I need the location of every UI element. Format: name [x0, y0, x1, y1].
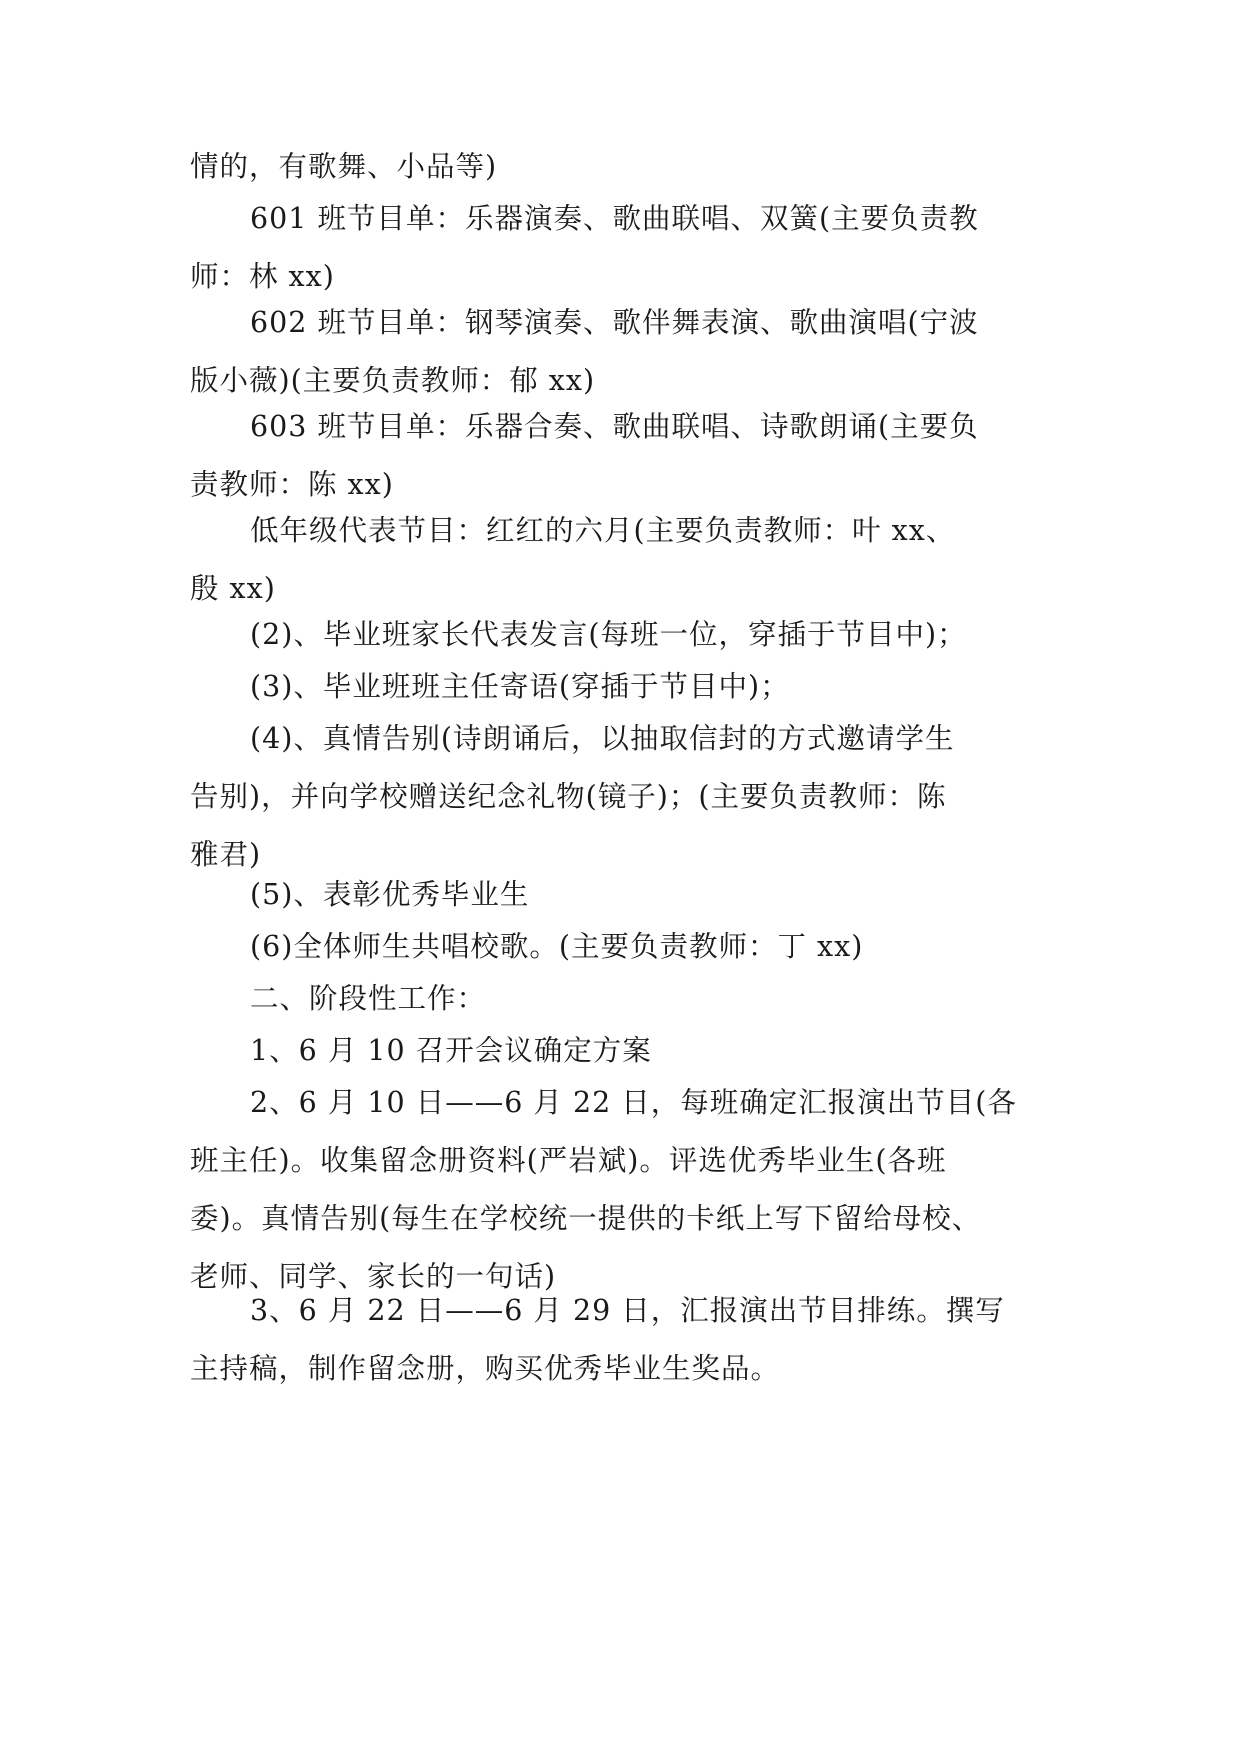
text-line: (6)全体师生共唱校歌。(主要负责教师：丁 xx)	[250, 930, 864, 963]
text-line: 二、阶段性工作：	[250, 982, 487, 1015]
text-line: 低年级代表节目：红红的六月(主要负责教师：叶 xx、	[250, 514, 956, 547]
paragraph-class-601	[190, 190, 1050, 306]
text-line: 责教师：陈 xx)	[190, 468, 394, 501]
paragraph-item-3	[190, 658, 1050, 716]
text-line: 情的，有歌舞、小品等)	[190, 150, 498, 183]
text-line: 老师、同学、家长的一句话)	[190, 1260, 557, 1293]
text-line: 告别)，并向学校赠送纪念礼物(镜子)；(主要负责教师：陈	[190, 780, 947, 813]
text-line: (2)、毕业班家长代表发言(每班一位，穿插于节目中)；	[250, 618, 967, 651]
paragraph-item-2	[190, 606, 1050, 664]
paragraph-class-602	[190, 294, 1050, 410]
text-line: 班主任)。收集留念册资料(严岩斌)。评选优秀毕业生(各班	[190, 1144, 947, 1177]
text-line: 版小薇)(主要负责教师：郁 xx)	[190, 364, 596, 397]
paragraph-step-1	[190, 1022, 1050, 1080]
text-line: 殷 xx)	[190, 572, 276, 605]
text-line: (3)、毕业班班主任寄语(穿插于节目中)；	[250, 670, 790, 703]
text-line: 602 班节目单：钢琴演奏、歌伴舞表演、歌曲演唱(宁波	[250, 306, 979, 339]
paragraph-item-5	[190, 866, 1050, 924]
section-heading-phase-work	[190, 970, 1050, 1028]
text-line: 主持稿，制作留念册，购买优秀毕业生奖品。	[190, 1352, 781, 1385]
text-line: 2、6 月 10 日——6 月 22 日，每班确定汇报演出节目(各	[250, 1086, 1017, 1119]
paragraph-step-3	[190, 1282, 1050, 1398]
text-line: 603 班节目单：乐器合奏、歌曲联唱、诗歌朗诵(主要负	[250, 410, 979, 443]
text-line: 师：林 xx)	[190, 260, 335, 293]
paragraph-item-6	[190, 918, 1050, 976]
text-line: (4)、真情告别(诗朗诵后，以抽取信封的方式邀请学生	[250, 722, 955, 755]
paragraph-item-4	[190, 710, 1050, 884]
text-line: 委)。真情告别(每生在学校统一提供的卡纸上写下留给母校、	[190, 1202, 982, 1235]
text-line: (5)、表彰优秀毕业生	[250, 878, 530, 911]
paragraph-lower-grade	[190, 502, 1050, 618]
text-line: 1、6 月 10 召开会议确定方案	[250, 1034, 652, 1067]
text-line: 601 班节目单：乐器演奏、歌曲联唱、双簧(主要负责教	[250, 202, 979, 235]
paragraph-program-intro	[190, 138, 1050, 196]
text-line: 雅君)	[190, 838, 262, 871]
paragraph-step-2	[190, 1074, 1050, 1306]
paragraph-class-603	[190, 398, 1050, 514]
text-line: 3、6 月 22 日——6 月 29 日，汇报演出节目排练。撰写	[250, 1294, 1005, 1327]
